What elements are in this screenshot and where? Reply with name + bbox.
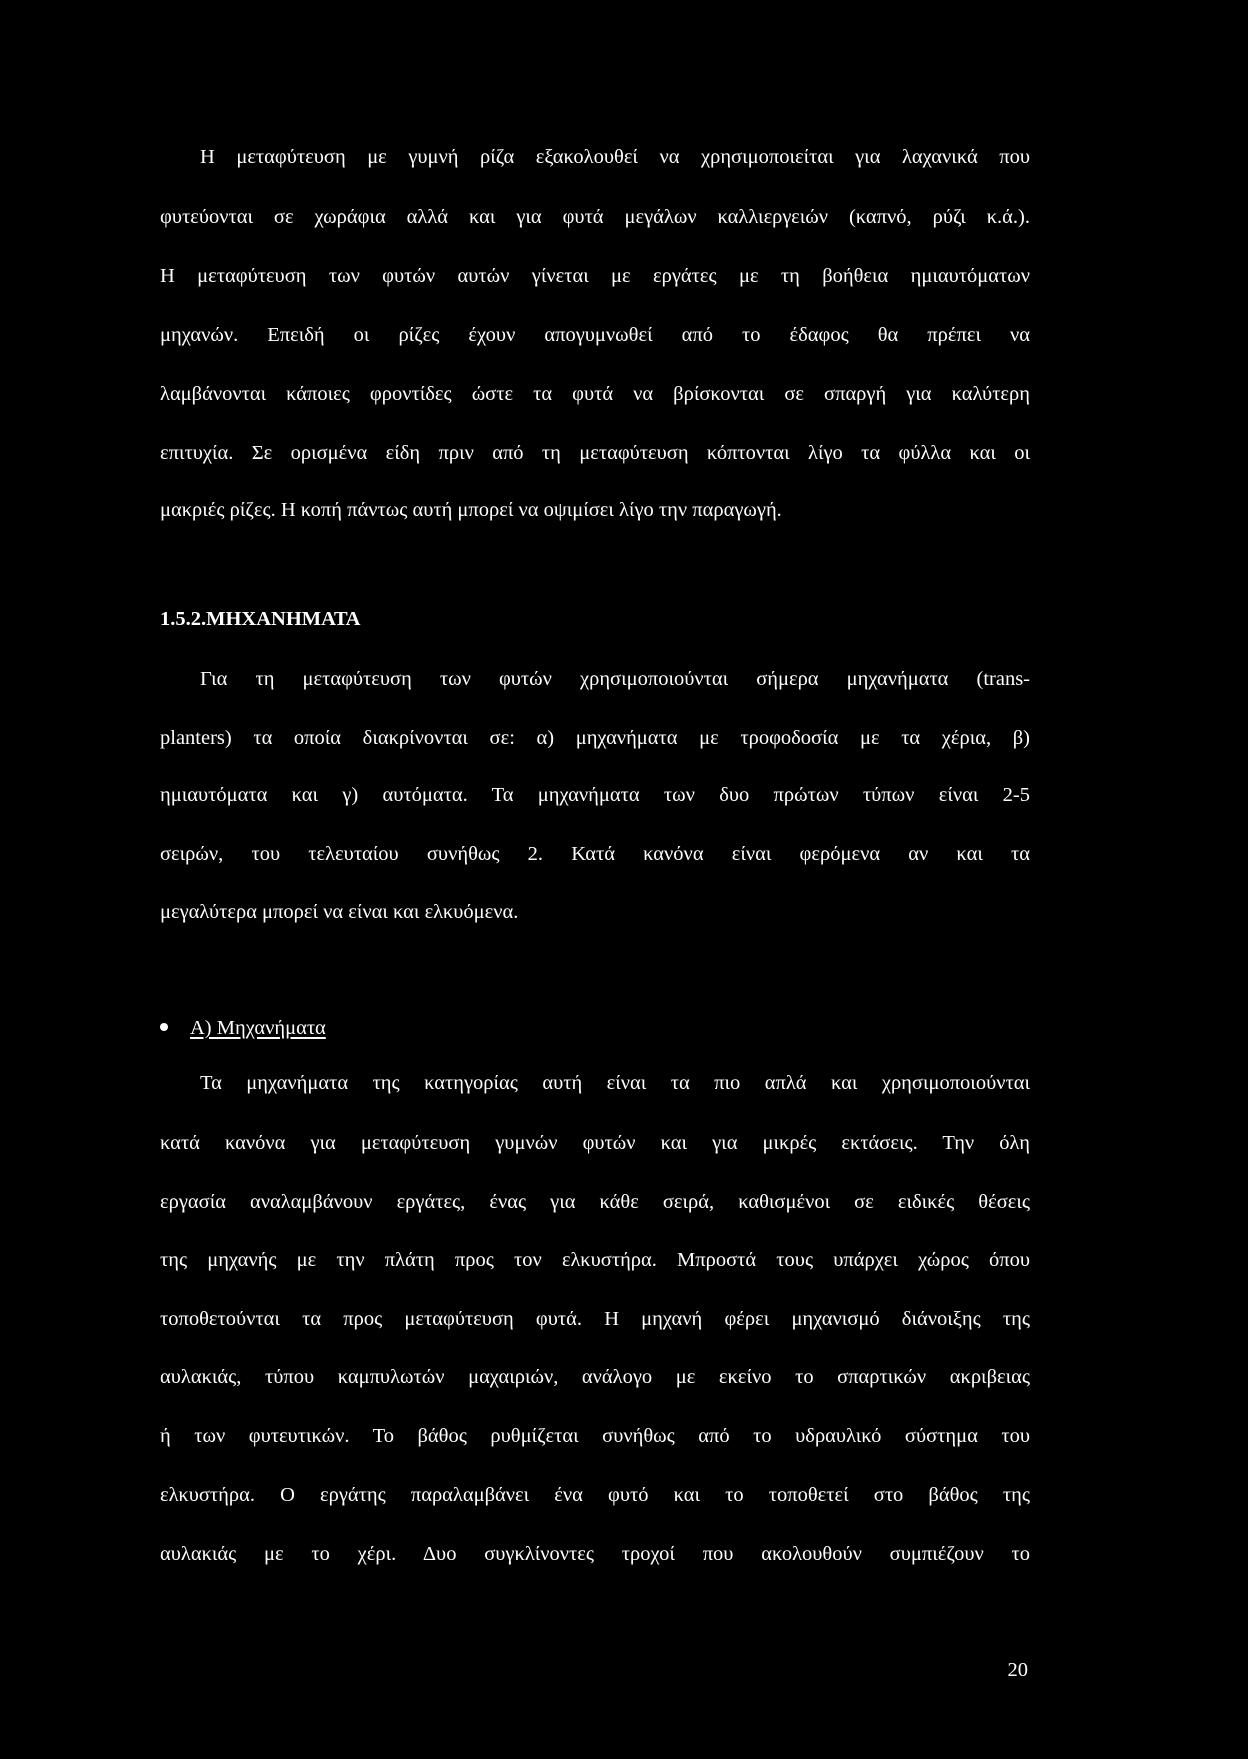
paragraph-2-line-5: μεγαλύτερα μπορεί να είναι και ελκυόμενα.	[160, 901, 519, 923]
paragraph-3-line-7: ή των φυτευτικών. Το βάθος ρυθμίζεται συνήθως από το υδραυλικό σύστημα του	[160, 1425, 1030, 1447]
paragraph-2-line-1: Για τη μεταφύτευση των φυτών χρησιμοποιούνται σήμερα μηχανήματα (trans-	[200, 668, 1030, 690]
paragraph-2-line-4: σειρών, του τελευταίου συνήθως 2. Κατά κανόνα είναι φερόμενα αν και τα	[160, 843, 1030, 865]
paragraph-3-line-4: της μηχανής με την πλάτη προς τον ελκυστήρα. Μπροστά τους υπάρχει χώρος όπου	[160, 1249, 1030, 1271]
paragraph-1-line-7: μακριές ρίζες. Η κοπή πάντως αυτή μπορεί να οψιμίσει λίγο την παραγωγή.	[160, 499, 782, 521]
paragraph-1-line-2: φυτεύονται σε χωράφια αλλά και για φυτά μεγάλων καλλιεργειών (καπνό, ρύζι κ.ά.).	[160, 206, 1030, 228]
paragraph-1-line-4: μηχανών. Επειδή οι ρίζες έχουν απογυμνωθεί από το έδαφος θα πρέπει να	[160, 324, 1030, 346]
paragraph-3-line-9: αυλακιάς με το χέρι. Δυο συγκλίνοντες τροχοί που ακολουθούν συμπιέζουν το	[160, 1543, 1030, 1565]
bullet-item	[160, 1014, 326, 1042]
paragraph-2-line-3: ημιαυτόματα και γ) αυτόματα. Τα μηχανήματα των δυο πρώτων τύπων είναι 2-5	[160, 784, 1030, 806]
paragraph-3-line-3: εργασία αναλαμβάνουν εργάτες, ένας για κάθε σειρά, καθισμένοι σε ειδικές θέσεις	[160, 1191, 1030, 1213]
paragraph-1-line-6: επιτυχία. Σε ορισμένα είδη πριν από τη μεταφύτευση κόπτονται λίγο τα φύλλα και οι	[160, 442, 1030, 464]
paragraph-1-line-1: Η μεταφύτευση με γυμνή ρίζα εξακολουθεί να χρησιμοποιείται για λαχανικά που	[200, 146, 1030, 168]
paragraph-3-line-1: Τα μηχανήματα της κατηγορίας αυτή είναι τα πιο απλά και χρησιμοποιούνται	[200, 1072, 1030, 1094]
page-number: 20	[1007, 1659, 1028, 1681]
paragraph-3-line-5: τοποθετούνται τα προς μεταφύτευση φυτά. Η μηχανή φέρει μηχανισμό διάνοιξης της	[160, 1308, 1030, 1330]
section-heading: 1.5.2.ΜΗΧΑΝΗΜΑΤΑ	[160, 608, 361, 630]
bullet-dot-icon	[160, 1023, 168, 1031]
paragraph-3-line-6: αυλακιάς, τύπου καμπυλωτών μαχαιριών, ανάλογο με εκείνο το σπαρτικών ακριβειας	[160, 1366, 1030, 1388]
paragraph-3-line-8: ελκυστήρα. Ο εργάτης παραλαμβάνει ένα φυτό και το τοποθετεί στο βάθος της	[160, 1484, 1030, 1506]
paragraph-2-line-2: planters) τα οποία διακρίνονται σε: α) μηχανήματα με τροφοδοσία με τα χέρια, β)	[160, 727, 1030, 749]
paragraph-1-line-5: λαμβάνονται κάποιες φροντίδες ώστε τα φυτά να βρίσκονται σε σπαργή για καλύτερη	[160, 383, 1030, 405]
bullet-label: Α) Μηχανήματα	[190, 1017, 326, 1039]
paragraph-1-line-3: Η μεταφύτευση των φυτών αυτών γίνεται με εργάτες με τη βοήθεια ημιαυτόματων	[160, 265, 1030, 287]
paragraph-3-line-2: κατά κανόνα για μεταφύτευση γυμνών φυτών και για μικρές εκτάσεις. Την όλη	[160, 1132, 1030, 1154]
